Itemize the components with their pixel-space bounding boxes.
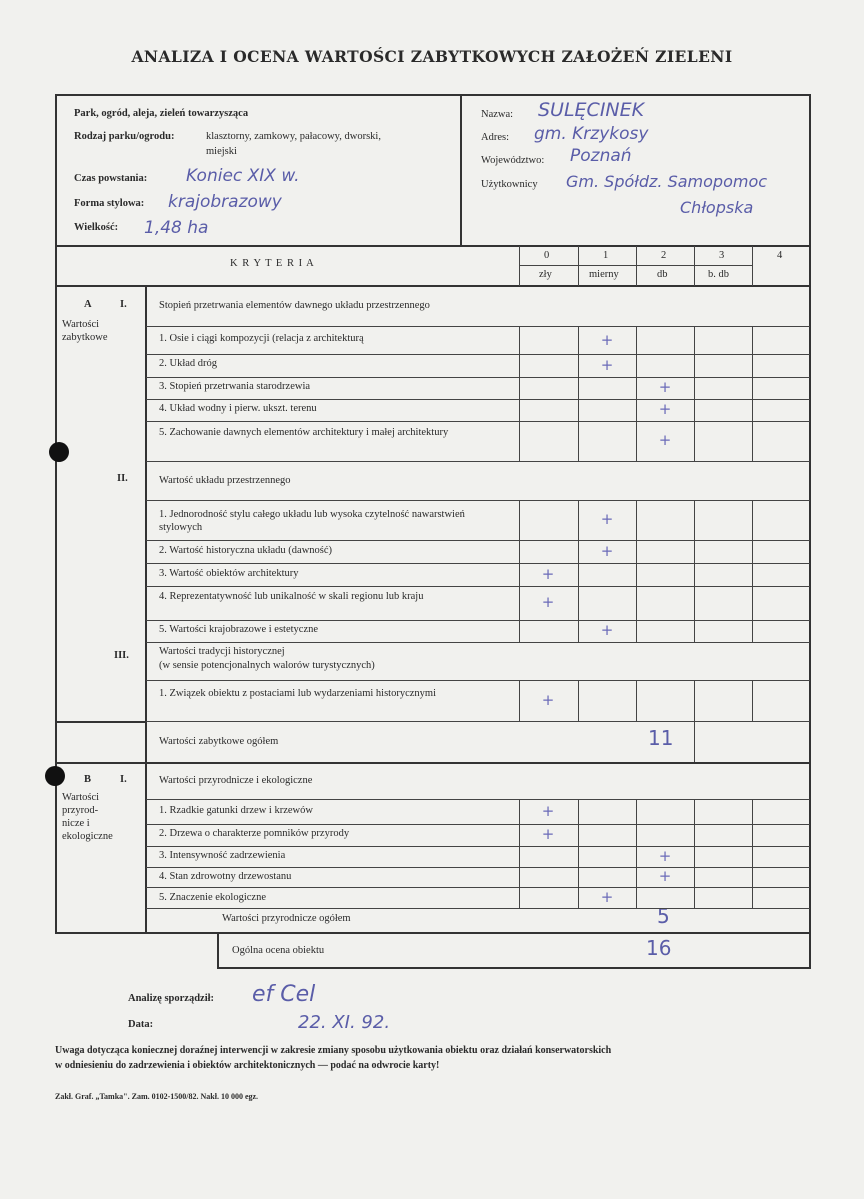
row-col-line: [578, 586, 579, 620]
forma-value: krajobrazowy: [168, 192, 282, 212]
punch-hole-bottom: [45, 766, 65, 786]
wojewodztwo-label: Województwo:: [481, 155, 545, 166]
row-col-line: [636, 586, 637, 620]
overall-value: 16: [646, 936, 672, 960]
row-col-line: [636, 327, 637, 354]
row-col-line: [636, 354, 637, 377]
section-b-name-4: ekologiczne: [62, 831, 113, 842]
section-b-item-label: 1. Rzadkie gatunki drzew i krzewów: [159, 805, 313, 816]
row-col-line: [636, 399, 637, 421]
row-col-line: [752, 563, 753, 586]
row-col-line: [578, 327, 579, 354]
row-col-line: [636, 540, 637, 563]
section-b-name-1: Wartości: [62, 792, 100, 803]
form-title: ANALIZA I OCENA WARTOŚCI ZABYTKOWYCH ZAŁOŻEŃ ZIELENI: [131, 47, 733, 66]
analiza-label: Analizę sporządził:: [128, 993, 215, 1004]
section-a-item-label: 1. Osie i ciągi kompozycji (relacja z architekturą: [159, 333, 364, 344]
row-col-line: [694, 354, 695, 377]
row-line: [146, 642, 810, 643]
row-col-line: [752, 354, 753, 377]
row-line: [146, 887, 810, 888]
section-b-item-label: 5. Znaczenie ekologiczne: [159, 892, 266, 903]
row-col-line: [694, 887, 695, 908]
punch-hole-top: [49, 442, 69, 462]
group2-title: Wartość układu przestrzennego: [159, 475, 291, 486]
section-a-score-mark: +: [600, 621, 614, 639]
row-col-line: [519, 500, 520, 540]
section-b-item-label: 4. Stan zdrowotny drzewostanu: [159, 871, 292, 882]
row-col-line: [694, 421, 695, 461]
section-b-total-label: Wartości przyrodnicze ogółem: [222, 913, 351, 924]
section-a-score-mark: +: [600, 356, 614, 374]
kryteria-label: K R Y T E R I A: [230, 258, 315, 269]
row-col-line: [578, 377, 579, 399]
wielkosc-label: Wielkość:: [74, 222, 119, 233]
section-a-score-mark: +: [658, 400, 672, 418]
row-line: [146, 908, 810, 909]
col-num-3: 3: [719, 250, 725, 261]
row-col-line: [519, 399, 520, 421]
section-a-total-divider: [694, 721, 695, 762]
row-col-line: [694, 399, 695, 421]
criteria-header-bottom: [56, 285, 810, 287]
header-divider: [460, 95, 462, 246]
section-a-roman: I.: [120, 299, 127, 310]
col-line-2: [636, 246, 637, 286]
section-a-name: Wartości zabytkowe: [62, 319, 108, 343]
row-col-line: [519, 824, 520, 846]
section-b-roman: I.: [120, 774, 127, 785]
wojewodztwo-value: Poznań: [570, 146, 632, 166]
row-col-line: [636, 377, 637, 399]
forma-label: Forma stylowa:: [74, 198, 145, 209]
uzytkownicy-value-2: Chłopska: [680, 198, 754, 217]
section-a-score-mark: +: [600, 542, 614, 560]
row-line: [146, 867, 810, 868]
row-col-line: [694, 846, 695, 867]
col-num-4: 4: [777, 250, 783, 261]
section-b-name-2: przyrod-: [62, 805, 99, 816]
section-a-score-mark: +: [541, 593, 555, 611]
row-col-line: [519, 846, 520, 867]
row-col-line: [578, 887, 579, 908]
group3-title-line: [146, 680, 810, 681]
col-label-3: b. db: [708, 269, 729, 280]
analiza-signature: ef Cel: [252, 982, 316, 1007]
section-a-left-bottom: [56, 721, 146, 723]
row-line: [146, 721, 810, 722]
row-col-line: [519, 680, 520, 721]
section-a-score-mark: +: [541, 565, 555, 583]
section-a-item-label: 3. Stopień przetrwania starodrzewia: [159, 381, 311, 392]
row-line: [146, 461, 810, 462]
row-col-line: [519, 377, 520, 399]
row-col-line: [694, 377, 695, 399]
row-col-line: [694, 799, 695, 824]
row-col-line: [519, 563, 520, 586]
row-col-line: [694, 620, 695, 642]
row-col-line: [519, 620, 520, 642]
row-col-line: [752, 586, 753, 620]
row-col-line: [752, 680, 753, 721]
row-col-line: [636, 421, 637, 461]
col-label-1: mierny: [589, 269, 619, 280]
row-line: [146, 586, 810, 587]
section-a-total-value: 11: [648, 726, 674, 750]
section-a-score-mark: +: [600, 331, 614, 349]
rodzaj-options-2: miejski: [206, 146, 237, 157]
col-line-0: [519, 246, 520, 286]
category-divider: [145, 286, 147, 934]
section-a-total-label: Wartości zabytkowe ogółem: [159, 736, 279, 747]
section-a-item-label: 2. Układ dróg: [159, 358, 218, 369]
col-num-1: 1: [603, 250, 609, 261]
nazwa-label: Nazwa:: [481, 109, 514, 120]
row-col-line: [636, 824, 637, 846]
row-line: [146, 620, 810, 621]
row-col-line: [578, 540, 579, 563]
row-col-line: [694, 586, 695, 620]
row-col-line: [636, 620, 637, 642]
row-col-line: [752, 799, 753, 824]
row-line: [146, 421, 810, 422]
adres-label: Adres:: [481, 132, 509, 143]
section-b-name-3: nicze i: [62, 818, 90, 829]
row-col-line: [578, 421, 579, 461]
row-col-line: [694, 824, 695, 846]
row-col-line: [694, 500, 695, 540]
uwaga-line-1: Uwaga dotycząca koniecznej doraźnej interwencji w zakresie zmiany sposobu użytkowania obiektu oraz działań konserwatorskich: [55, 1045, 612, 1056]
section-a-score-mark: +: [658, 431, 672, 449]
row-line: [146, 563, 810, 564]
row-col-line: [578, 867, 579, 887]
uzytkownicy-label: Użytkownicy: [481, 179, 538, 190]
row-col-line: [578, 846, 579, 867]
row-col-line: [752, 846, 753, 867]
uzytkownicy-value: Gm. Spółdz. Samopomoc: [566, 172, 768, 191]
section-b-item-label: 2. Drzewa o charakterze pomników przyrody: [159, 828, 350, 839]
nazwa-value: SULĘCINEK: [538, 99, 645, 121]
section-b-score-mark: +: [541, 825, 555, 843]
row-col-line: [519, 540, 520, 563]
row-col-line: [578, 399, 579, 421]
section-b-score-mark: +: [658, 867, 672, 885]
row-line: [146, 377, 810, 378]
row-col-line: [578, 620, 579, 642]
section-a-item-label: 5. Wartości krajobrazowe i estetyczne: [159, 624, 319, 635]
wielkosc-value: 1,48 ha: [144, 218, 209, 238]
section-a-item-label: 5. Zachowanie dawnych elementów architektury i małej architektury: [159, 427, 449, 438]
col-line-3: [694, 246, 695, 286]
czas-value: Koniec XIX w.: [186, 166, 300, 186]
czas-label: Czas powstania:: [74, 173, 148, 184]
uwaga-line-2: w odniesieniu do zadrzewienia i obiektów architektonicznych — podać na odwrocie karty!: [55, 1060, 440, 1071]
group3-title-2: (w sensie potencjonalnych walorów turystycznych): [159, 660, 375, 671]
row-col-line: [752, 377, 753, 399]
row-col-line: [519, 327, 520, 354]
group1-title-line: [146, 326, 810, 327]
group3-title-1: Wartości tradycji historycznej: [159, 646, 285, 657]
row-col-line: [752, 824, 753, 846]
row-line: [146, 540, 810, 541]
row-col-line: [578, 500, 579, 540]
col-line-1: [578, 246, 579, 286]
row-col-line: [694, 563, 695, 586]
row-col-line: [636, 500, 637, 540]
overall-label: Ogólna ocena obiektu: [232, 945, 325, 956]
row-col-line: [636, 563, 637, 586]
section-b-letter: B: [84, 774, 92, 785]
rodzaj-options: klasztorny, zamkowy, pałacowy, dworski,: [206, 131, 381, 142]
row-col-line: [752, 500, 753, 540]
section-a-item-label: 4. Układ wodny i pierw. ukszt. terenu: [159, 403, 317, 414]
row-col-line: [752, 421, 753, 461]
header-bottom-line: [56, 245, 810, 247]
section-a-item-label: 4. Reprezentatywność lub unikalność w skali regionu lub kraju: [159, 591, 424, 602]
col-num-0: 0: [544, 250, 550, 261]
row-col-line: [752, 327, 753, 354]
section-a-letter: A: [84, 299, 92, 310]
row-col-line: [519, 887, 520, 908]
row-col-line: [694, 680, 695, 721]
section-a-item-label: 1. Związek obiektu z postaciami lub wydarzeniami historycznymi: [159, 688, 436, 699]
print-info: Zakł. Graf. „Tamka". Zam. 0102-1500/82. Nakł. 10 000 egz.: [55, 1092, 259, 1101]
park-label: Park, ogród, aleja, zieleń towarzysząca: [74, 108, 249, 119]
section-a-score-mark: +: [658, 378, 672, 396]
row-line: [146, 399, 810, 400]
section-a-score-mark: +: [600, 510, 614, 528]
col-label-2: db: [657, 269, 668, 280]
group3-roman: III.: [114, 650, 129, 661]
col-num-2: 2: [661, 250, 667, 261]
section-b-total-value: 5: [657, 904, 670, 928]
adres-value: gm. Krzykosy: [534, 124, 649, 144]
section-a-b-divider: [56, 762, 810, 764]
row-col-line: [752, 399, 753, 421]
section-b-score-mark: +: [541, 802, 555, 820]
row-col-line: [636, 846, 637, 867]
row-col-line: [519, 586, 520, 620]
section-a-item-label: 1. Jednorodność stylu całego układu lub wysoka czytelność nawarstwień stylowych: [159, 509, 465, 533]
section-b-group-title: Wartości przyrodnicze i ekologiczne: [159, 775, 313, 786]
row-col-line: [752, 867, 753, 887]
row-col-line: [519, 867, 520, 887]
section-b-score-mark: +: [600, 888, 614, 906]
group1-title: Stopień przetrwania elementów dawnego układu przestrzennego: [159, 300, 430, 311]
row-col-line: [519, 354, 520, 377]
section-b-title-line: [146, 799, 810, 800]
row-line: [146, 846, 810, 847]
row-col-line: [578, 824, 579, 846]
row-col-line: [752, 887, 753, 908]
row-col-line: [578, 354, 579, 377]
section-a-score-mark: +: [541, 691, 555, 709]
section-b-score-mark: +: [658, 847, 672, 865]
row-col-line: [694, 867, 695, 887]
group2-title-line: [146, 500, 810, 501]
data-value: 22. XI. 92.: [298, 1012, 391, 1033]
row-col-line: [752, 540, 753, 563]
col-label-0: zły: [539, 269, 552, 280]
row-line: [146, 354, 810, 355]
row-col-line: [636, 867, 637, 887]
row-col-line: [519, 799, 520, 824]
section-b-item-label: 3. Intensywność zadrzewienia: [159, 850, 286, 861]
section-a-item-label: 3. Wartość obiektów architektury: [159, 568, 299, 579]
row-col-line: [636, 680, 637, 721]
row-col-line: [694, 540, 695, 563]
row-col-line: [578, 680, 579, 721]
row-col-line: [752, 620, 753, 642]
row-col-line: [578, 563, 579, 586]
section-a-item-label: 2. Wartość historyczna układu (dawność): [159, 545, 333, 556]
data-label: Data:: [128, 1019, 154, 1030]
row-line: [146, 824, 810, 825]
row-col-line: [578, 799, 579, 824]
col-line-4: [752, 246, 753, 286]
row-col-line: [694, 327, 695, 354]
row-col-line: [636, 799, 637, 824]
group2-roman: II.: [117, 473, 128, 484]
row-col-line: [519, 421, 520, 461]
row-col-line: [636, 887, 637, 908]
rodzaj-label: Rodzaj parku/ogrodu:: [74, 131, 175, 142]
